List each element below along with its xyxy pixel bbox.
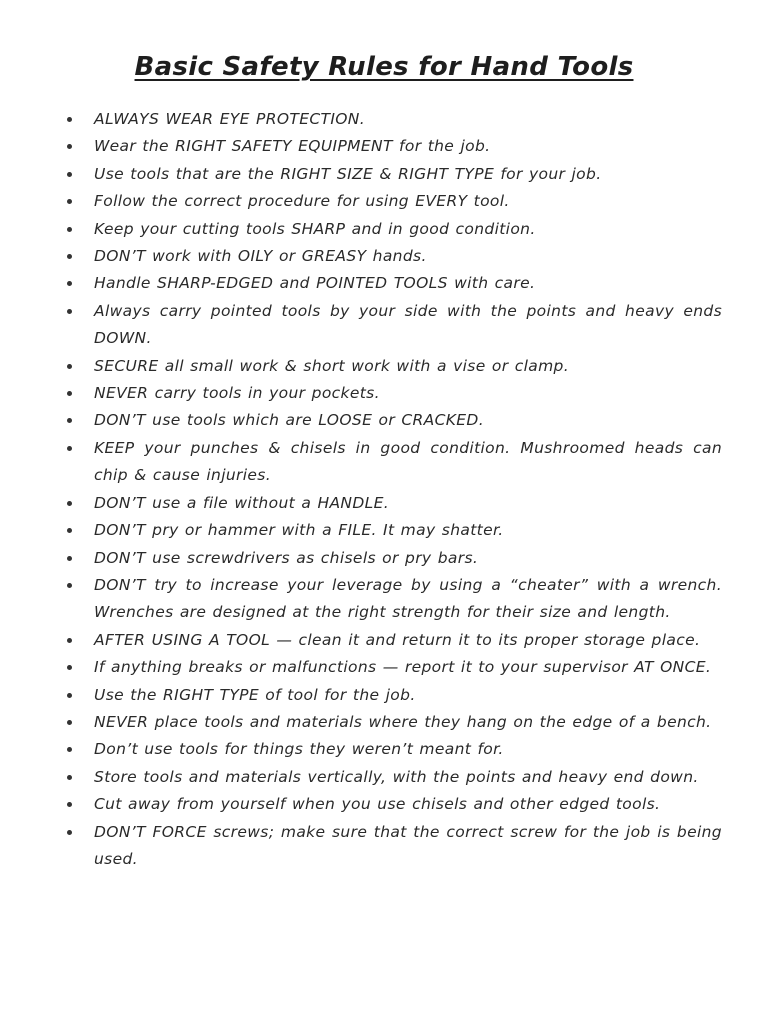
list-item	[60, 545, 722, 572]
bullet-icon	[67, 172, 72, 177]
rule-text: ALWAYS WEAR EYE PROTECTION.	[94, 110, 366, 128]
rule-text: SECURE all small work & short work with a vise or clamp.	[94, 356, 570, 375]
bullet-icon	[67, 199, 72, 204]
list-item	[60, 764, 722, 791]
list-item	[60, 216, 722, 243]
rule-text: Handle SHARP-EDGED and POINTED TOOLS with care.	[94, 274, 536, 293]
rule-text: Store tools and materials vertically, with the points and heavy end down.	[94, 767, 699, 786]
rule-text: DON’T use tools which are LOOSE or CRACKED.	[94, 411, 484, 430]
bullet-icon	[67, 665, 72, 670]
list-item	[60, 490, 722, 517]
bullet-icon	[67, 693, 72, 698]
list-item	[60, 517, 722, 544]
list-item	[60, 188, 722, 215]
rule-text: NEVER place tools and materials where they hang on the edge of a bench.	[94, 712, 712, 731]
list-item	[60, 270, 722, 297]
list-item	[60, 380, 722, 407]
document-title-text: Basic Safety Rules for Hand Tools	[134, 52, 634, 82]
bullet-icon	[67, 638, 72, 643]
bullet-icon	[67, 281, 72, 286]
list-item	[60, 819, 722, 874]
bullet-icon	[67, 583, 72, 588]
rule-text: Always carry pointed tools by your side with the points and heavy ends DOWN.	[94, 301, 722, 348]
rule-text: DON’T FORCE screws; make sure that the correct screw for the job is being used.	[94, 822, 722, 868]
rule-text: Don’t use tools for things they weren’t meant for.	[94, 740, 504, 759]
bullet-icon	[67, 501, 72, 506]
bullet-icon	[67, 144, 72, 149]
rule-text: Keep your cutting tools SHARP and in good condition.	[94, 219, 536, 238]
rule-text: If anything breaks or malfunctions — report it to your supervisor AT ONCE.	[94, 658, 712, 677]
rule-text: KEEP your punches & chisels in good condition. Mushroomed heads can chip & cause injuries.	[94, 438, 722, 485]
bullet-icon	[67, 528, 72, 533]
rule-text: Cut away from yourself when you use chisels and other edged tools.	[94, 795, 661, 814]
bullet-icon	[67, 747, 72, 752]
list-item	[60, 736, 722, 763]
bullet-icon	[67, 117, 72, 122]
list-item	[60, 682, 722, 709]
rule-text: AFTER USING A TOOL — clean it and return it to its proper storage place.	[94, 630, 701, 649]
bullet-icon	[67, 418, 72, 423]
bullet-icon	[67, 227, 72, 232]
bullet-icon	[67, 391, 72, 396]
rule-text: DON’T try to increase your leverage by using a “cheater” with a wrench. Wrenches are designed at the right strength for their size and length.	[94, 575, 722, 622]
rule-text: Follow the correct procedure for using EVERY tool.	[94, 192, 510, 211]
bullet-icon	[67, 446, 72, 451]
list-item	[60, 435, 722, 490]
list-item	[60, 133, 722, 160]
bullet-icon	[67, 775, 72, 780]
list-item	[60, 791, 722, 818]
list-item	[60, 243, 722, 270]
rule-text: Use the RIGHT TYPE of tool for the job.	[94, 685, 416, 704]
bullet-icon	[67, 309, 72, 314]
rule-text: DON’T work with OILY or GREASY hands.	[94, 247, 427, 266]
list-item	[60, 627, 722, 654]
bullet-icon	[67, 254, 72, 259]
rules-list	[60, 106, 722, 873]
rule-text: Use tools that are the RIGHT SIZE & RIGHT TYPE for your job.	[94, 164, 602, 183]
rule-text: Wear the RIGHT SAFETY EQUIPMENT for the job.	[94, 137, 491, 156]
list-item	[60, 106, 722, 133]
bullet-icon	[67, 802, 72, 807]
list-item	[60, 298, 722, 353]
rule-text: DON’T use screwdrivers as chisels or pry bars.	[94, 548, 479, 567]
list-item	[60, 709, 722, 736]
bullet-icon	[67, 364, 72, 369]
list-item	[60, 407, 722, 434]
list-item	[60, 353, 722, 380]
list-item	[60, 161, 722, 188]
bullet-icon	[67, 556, 72, 561]
rule-text: DON’T use a file without a HANDLE.	[94, 493, 390, 512]
rule-text: DON’T pry or hammer with a FILE. It may shatter.	[94, 521, 504, 540]
rule-text: NEVER carry tools in your pockets.	[94, 384, 380, 403]
bullet-icon	[67, 830, 72, 835]
list-item	[60, 572, 722, 627]
list-item	[60, 654, 722, 681]
document-title	[0, 52, 768, 82]
bullet-icon	[67, 720, 72, 725]
